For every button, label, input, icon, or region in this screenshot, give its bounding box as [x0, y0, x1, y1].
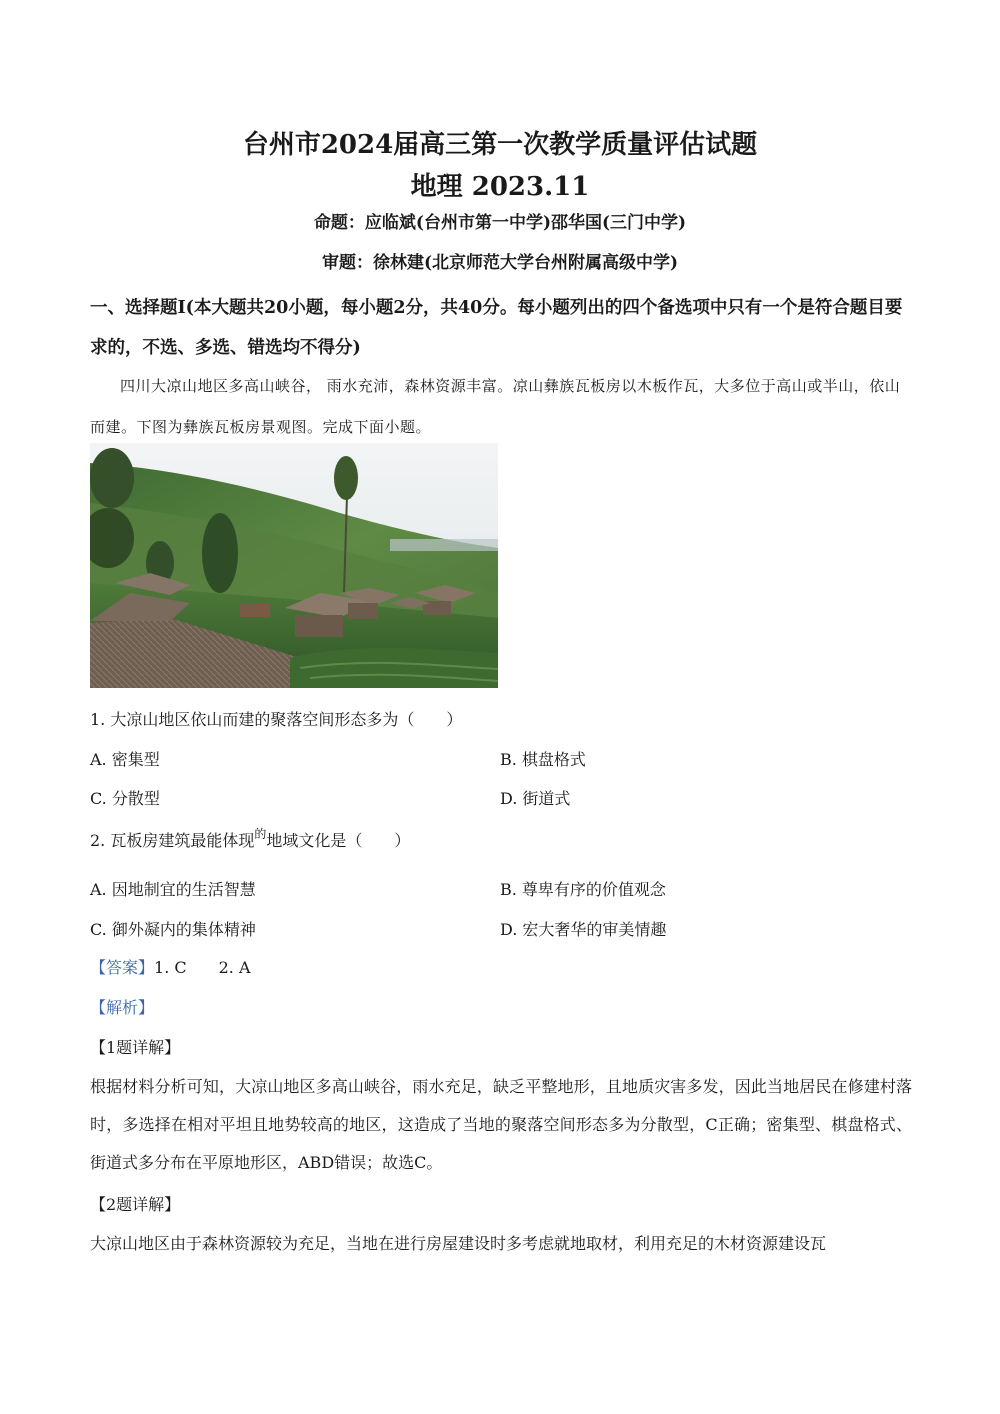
section-heading: 一、选择题Ⅰ(本大题共20小题，每小题2分，共40分。每小题列出的四个备选项中只有一个是符合题目要求的，不选、多选、错选均不得分): [90, 298, 903, 358]
question-2-option-a: A. 因地制宜的生活智慧: [90, 880, 256, 899]
answer-label: 【答案】: [90, 958, 155, 977]
exam-title: 台州市2024届高三第一次教学质量评估试题: [242, 130, 758, 160]
detail-2-heading: 【2题详解】: [90, 1195, 181, 1214]
question-2-stem-part2: 地域文化是（ ）: [266, 831, 411, 850]
question-1-option-d: D. 街道式: [500, 789, 571, 808]
exam-subtitle: 地理 2023.11: [410, 172, 590, 202]
detail-1-heading: 【1题详解】: [90, 1038, 181, 1057]
detail-2-text: 大凉山地区由于森林资源较为充足，当地在进行房屋建设时多考虑就地取材，利用充足的木材资源建设瓦: [90, 1234, 827, 1253]
question-2-option-b: B. 尊卑有序的价值观念: [500, 880, 666, 899]
question-2-stem-superscript: 的: [254, 827, 267, 841]
wa-ban-house-photo: [90, 443, 498, 688]
question-1-option-c: C. 分散型: [90, 789, 160, 808]
answer-line: [90, 956, 251, 980]
question-2-stem: [90, 822, 410, 853]
question-1-option-a: A. 密集型: [90, 750, 160, 769]
answer-value: 1. C 2. A: [154, 958, 251, 977]
analysis-label: 【解析】: [90, 998, 155, 1017]
detail-1-text: 根据材料分析可知，大凉山地区多高山峡谷，雨水充足，缺乏平整地形，且地质灾害多发，因此当地居民在修建村落时，多选择在相对平坦且地势较高的地区，这造成了当地的聚落空间形态多为分散型，C正确；密集型、棋盘格式、街道式多分布在平原地形区，ABD错误；故选C。: [90, 1077, 912, 1172]
reviewer-line: 审题：徐林建(北京师范大学台州附属高级中学): [321, 253, 679, 273]
reading-passage: 四川大凉山地区多高山峡谷， 雨水充沛，森林资源丰富。凉山彝族瓦板房以木板作瓦，大多位于高山或半山，依山而建。下图为彝族瓦板房景观图。完成下面小题。: [90, 377, 901, 436]
question-2-stem-part1: 2. 瓦板房建筑最能体现: [90, 831, 255, 850]
question-2-option-d: D. 宏大奢华的审美情趣: [500, 920, 667, 939]
question-1-option-b: B. 棋盘格式: [500, 750, 586, 769]
question-2-option-c: C. 御外凝内的集体精神: [90, 920, 256, 939]
question-1-stem: 1. 大凉山地区依山而建的聚落空间形态多为（ ）: [90, 710, 463, 729]
author-line: 命题：应临斌(台州市第一中学)邵华国(三门中学): [313, 213, 687, 233]
